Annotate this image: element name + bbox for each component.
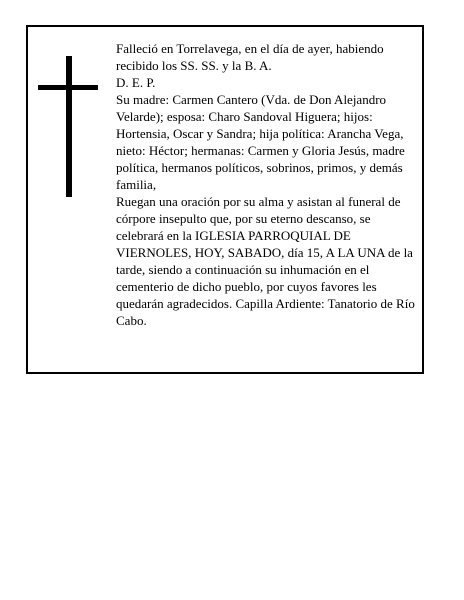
cross-vertical-bar [66, 56, 72, 197]
announcement-paragraph: Falleció en Torrelavega, en el día de ayer, habiendo recibido los SS. SS. y la B. A. [116, 41, 384, 73]
notice-text [116, 40, 421, 329]
cross-horizontal-bar [38, 85, 98, 90]
family-paragraph: Su madre: Carmen Cantero (Vda. de Don Alejandro Velarde); esposa: Charo Sandoval Higuera; hijos: Hortensia, Oscar y Sandra; hija política: Arancha Vega, nieto: Héctor; hermanas: Carmen y Gloria Jesús, madre política, hermanos políticos, sobrinos, primos, y demás familia, [116, 92, 405, 192]
funeral-paragraph: Ruegan una oración por su alma y asistan al funeral de córpore insepulto que, por su eterno descanso, se celebrará en la IGLESIA PARROQUIAL DE VIERNOLES, HOY, SABADO, día 15, A LA UNA de la tarde, siendo a continuación su inhumación en el cementerio de dicho pueblo, por cuyos favores les quedarán agradecidos. Capilla Ardiente: Tanatorio de Río Cabo. [116, 194, 415, 328]
obituary-notice [26, 25, 424, 374]
rip-line: D. E. P. [116, 75, 156, 90]
